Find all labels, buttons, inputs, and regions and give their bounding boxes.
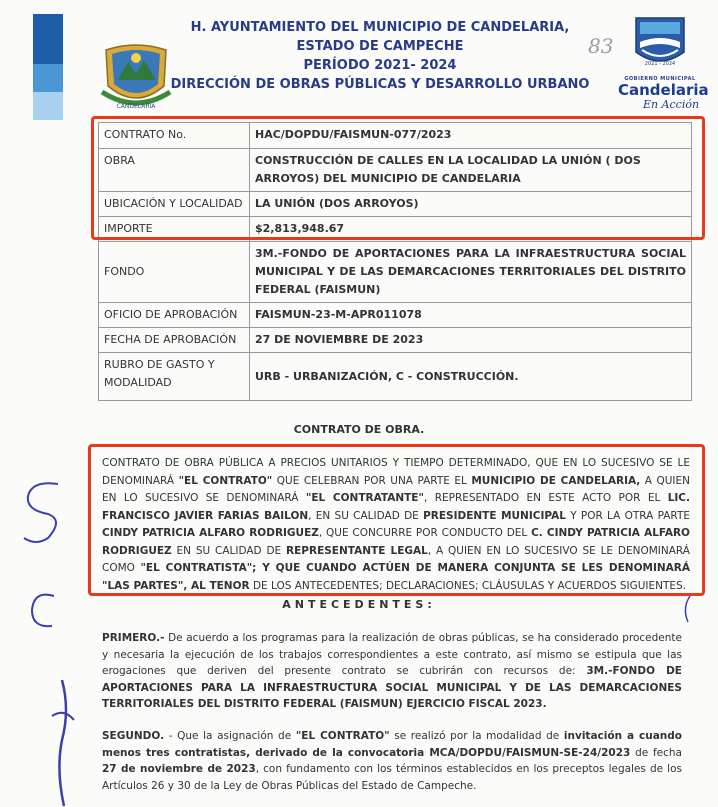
row-label: FONDO (99, 242, 250, 303)
text-run: Y POR LA OTRA PARTE (565, 509, 690, 522)
row-label: IMPORTE (99, 217, 250, 242)
row-value: URB - URBANIZACIÓN, C - CONSTRUCCIÓN. (250, 353, 692, 401)
antecedentes-title: ANTECEDENTES: (282, 598, 436, 611)
candelaria-logo (618, 12, 709, 111)
text-run: A QUIEN EN LO SUCESIVO SE DENOMINARÁ (102, 474, 690, 504)
text-run: De acuerdo a los programas para la realización de obras públicas, se ha considerado procedente y necesaria la ejecución de los trabajos correspondientes a este contrato, así mismo se estipula que las erogaciones que deriven del presente contrato se cubrirán con recursos de: (102, 632, 682, 677)
row-value: CONSTRUCCIÓN DE CALLES EN LA LOCALIDAD LA UNIÓN ( DOS ARROYOS) DEL MUNICIPIO DE CANDELARIA (250, 149, 692, 192)
text-run: CONTRATO DE OBRA PÚBLICA A PRECIOS UNITARIOS Y TIEMPO DETERMINADO, QUE EN LO SUCESIVO SE LE DENOMINARÁ (102, 457, 690, 487)
text-run: de fecha (630, 746, 682, 759)
bold-text-run: "EL CONTRATANTE" (305, 492, 424, 504)
table-row (99, 303, 692, 328)
bold-text-run: MUNICIPIO DE CANDELARIA, (471, 474, 641, 487)
header-line-1: H. AYUNTAMIENTO DEL MUNICIPIO DE CANDELARIA, (190, 20, 570, 35)
candelaria-emblem (630, 12, 690, 70)
primero-paragraph (102, 630, 682, 713)
text-run: DE LOS ANTECEDENTES; DECLARACIONES; CLÁUSULAS Y ACUERDOS SIGUIENTES. (249, 579, 687, 592)
bold-text-run: 3M.-FONDO DE APORTACIONES PARA LA INFRAESTRUCTURA SOCIAL MUNICIPAL Y DE LAS DEMARCACIONES TERRITORIALES DEL DISTRITO FEDERAL (FAISMUN) EJERCICIO FISCAL 2023. (102, 665, 682, 710)
bold-text-run: C. CINDY PATRICIA ALFARO RODRIGUEZ (102, 527, 690, 557)
text-run: , QUE CONCURRE POR CONDUCTO DEL (318, 527, 532, 539)
primero-label: PRIMERO.- (102, 632, 165, 644)
highlight-box-intro (88, 444, 705, 596)
bold-text-run: invitación a cuando menos tres contratistas, derivado de la convocatoria MCA/DOPDU/FAISMUN-SE-24/2023 (102, 730, 682, 759)
row-value: 27 DE NOVIEMBRE DE 2023 (250, 328, 692, 353)
row-label: OBRA (99, 149, 250, 192)
text-run: - Que la asignación de (164, 730, 296, 742)
sidebar-block-dark (33, 14, 63, 64)
header-line-3: PERÍODO 2021- 2024 (303, 58, 457, 73)
handwritten-mark-s (18, 478, 68, 548)
bold-text-run: "EL CONTRATISTA"; Y QUE CUANDO ACTÚEN DE MANERA CONJUNTA SE LES DENOMINARÁ "LAS PARTES", AL TENOR (102, 562, 690, 592)
municipal-seal (98, 36, 174, 112)
bold-text-run: "EL CONTRATO" (295, 730, 390, 742)
table-row (99, 353, 692, 401)
bold-text-run: CINDY PATRICIA ALFARO RODRIGUEZ (102, 527, 319, 539)
row-value: HAC/DOPDU/FAISMUN-077/2023 (250, 123, 692, 149)
row-label: OFICIO DE APROBACIÓN (99, 303, 250, 328)
bold-text-run: LIC. FRANCISCO JAVIER FARIAS BAILON (102, 492, 690, 522)
table-row (99, 328, 692, 353)
bold-text-run: PRESIDENTE MUNICIPAL (423, 509, 566, 522)
text-run: EN SU CALIDAD DE (171, 544, 287, 557)
text-run: , A QUIEN EN LO SUCESIVO SE LE DENOMINARÁ COMO (102, 544, 690, 574)
row-value: $2,813,948.67 (250, 217, 692, 242)
row-value: 3M.-FONDO DE APORTACIONES PARA LA INFRAESTRUCTURA SOCIAL MUNICIPAL Y DE LAS DEMARCACIONES TERRITORIALES DEL DISTRITO FEDERAL (FAISMUN) (250, 242, 692, 303)
segundo-label: SEGUNDO. (102, 730, 165, 742)
row-value: FAISMUN-23-M-APR011078 (250, 303, 692, 328)
segundo-paragraph (102, 728, 682, 794)
text-run: QUE CELEBRAN POR UNA PARTE EL (272, 474, 472, 487)
section-title: CONTRATO DE OBRA. (293, 423, 425, 436)
bold-text-run: "EL CONTRATO" (178, 474, 273, 487)
text-run: , con fundamento con los términos establecidos en los preceptos legales de los Artículos 26 y 30 de la Ley de Obras Públicas del Estado de Campeche. (102, 763, 682, 792)
header-line-4: DIRECCIÓN DE OBRAS PÚBLICAS Y DESARROLLO URBANO (170, 77, 590, 92)
header-line-2: ESTADO DE CAMPECHE (296, 39, 464, 54)
sidebar-block-mid (33, 64, 63, 92)
document-header (170, 18, 590, 94)
row-label: CONTRATO No. (99, 123, 250, 149)
row-value: LA UNIÓN (DOS ARROYOS) (250, 192, 692, 217)
text-run: se realizó por la modalidad de (389, 730, 564, 742)
bold-text-run: REPRESENTANTE LEGAL (286, 544, 428, 557)
text-run: , REPRESENTADO EN ESTE ACTO POR EL (423, 492, 668, 504)
row-label: RUBRO DE GASTO Y MODALIDAD (99, 353, 250, 401)
highlight-box-contract (91, 116, 705, 240)
bold-text-run: 27 de noviembre de 2023 (102, 763, 256, 775)
handwritten-mark-right (676, 594, 700, 624)
handwritten-mark-c (24, 588, 64, 634)
table-row (99, 242, 692, 303)
sidebar-block-light (33, 92, 63, 120)
row-label: UBICACIÓN Y LOCALIDAD (99, 192, 250, 217)
handwritten-mark-line (48, 680, 78, 807)
brand-small-text: GOBIERNO MUNICIPAL (624, 76, 696, 82)
brand-name: Candelaria (618, 81, 709, 99)
svg-text:2021 - 2024: 2021 - 2024 (644, 61, 676, 67)
svg-text:CANDELARIA: CANDELARIA (116, 103, 156, 110)
row-label: FECHA DE APROBACIÓN (99, 328, 250, 353)
handwritten-page-number: 83 (588, 34, 614, 58)
brand-slogan: En Acción (642, 98, 700, 111)
text-run: , EN SU CALIDAD DE (308, 509, 424, 522)
